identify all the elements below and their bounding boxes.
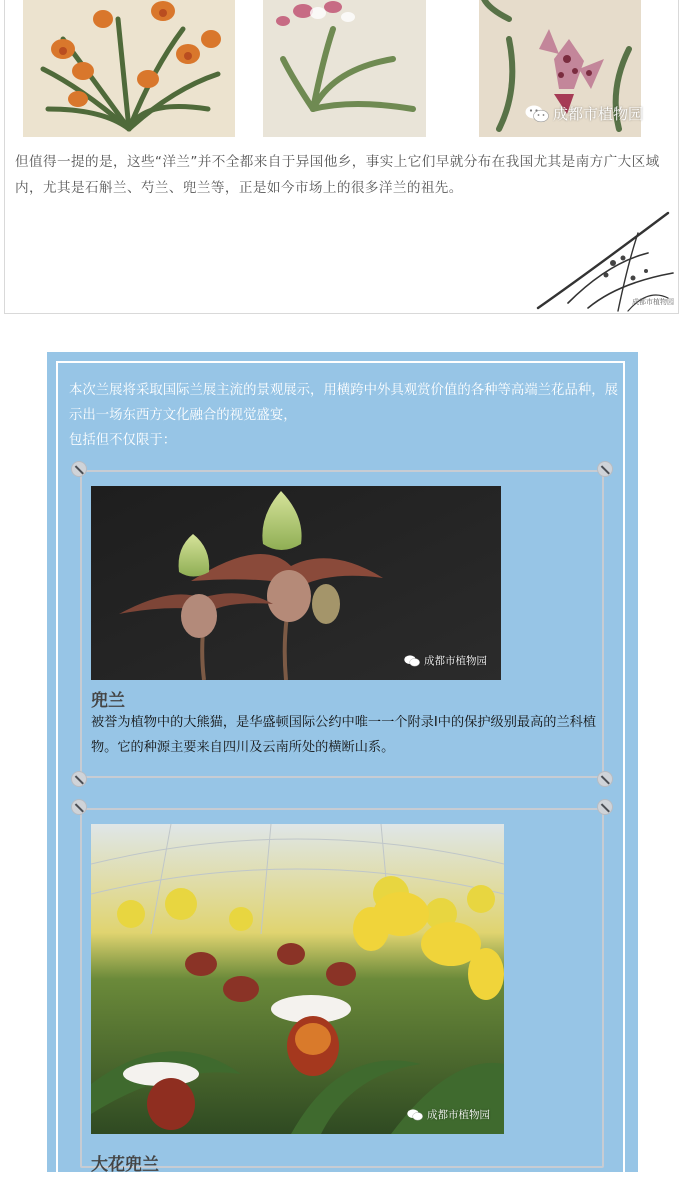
orchid-card-paphiopedilum: [80, 470, 604, 778]
corner-slash-icon: [71, 461, 87, 477]
card-title: 兜兰: [91, 691, 125, 711]
card-title: 大花兜兰: [91, 1155, 159, 1175]
intro-paragraph: 但值得一提的是，这些“洋兰”并不全都来自于异国他乡，事实上它们早就分布在我国尤其是南方广大区域内，尤其是石斛兰、芍兰、兜兰等，正是如今市场上的很多洋兰的祖先。: [15, 154, 660, 196]
corner-slash-icon: [597, 771, 613, 787]
intro-line-1: 本次兰展将采取国际兰展主流的景观展示，用横跨中外具观赏价值的各种等高端兰花品种，展示出一场东西方文化融合的视觉盛宴，: [69, 383, 619, 423]
corner-slash-icon: [71, 771, 87, 787]
photo-greenhouse-orchids: [91, 824, 504, 1134]
wechat-icon: [525, 105, 549, 123]
corner-slash-icon: [597, 461, 613, 477]
intro-card: [4, 0, 679, 314]
ink-orchid-illustration: [528, 203, 678, 313]
exhibition-intro: [69, 378, 619, 453]
watermark-text: 成都市植物园: [553, 105, 644, 123]
photo-paphiopedilum: [91, 486, 501, 680]
orchid-card-greenhouse: [80, 808, 604, 1175]
watermark-text: 成都市植物园: [427, 1109, 490, 1121]
photo-watermark: [404, 653, 487, 668]
card-description: 被誉为植物中的大熊猫，是华盛顿国际公约中唯一一个附录Ⅰ中的保护级别最高的兰科植物。它的种源主要来自四川及云南所处的横断山系。: [91, 715, 597, 755]
watermark-botanical-garden: [525, 103, 643, 124]
wechat-icon: [407, 1109, 423, 1121]
watermark-text: 成都市植物园: [424, 655, 487, 667]
photo-watermark: [407, 1107, 490, 1122]
botanical-illustration-pink-orchid: [263, 0, 426, 137]
wechat-icon: [404, 655, 420, 667]
corner-slash-icon: [597, 799, 613, 815]
corner-slash-icon: [71, 799, 87, 815]
intro-line-2: 包括但不仅限于：: [69, 433, 177, 448]
small-watermark: 成都市植物园: [632, 298, 674, 306]
botanical-illustration-orange-orchids: [23, 0, 235, 137]
